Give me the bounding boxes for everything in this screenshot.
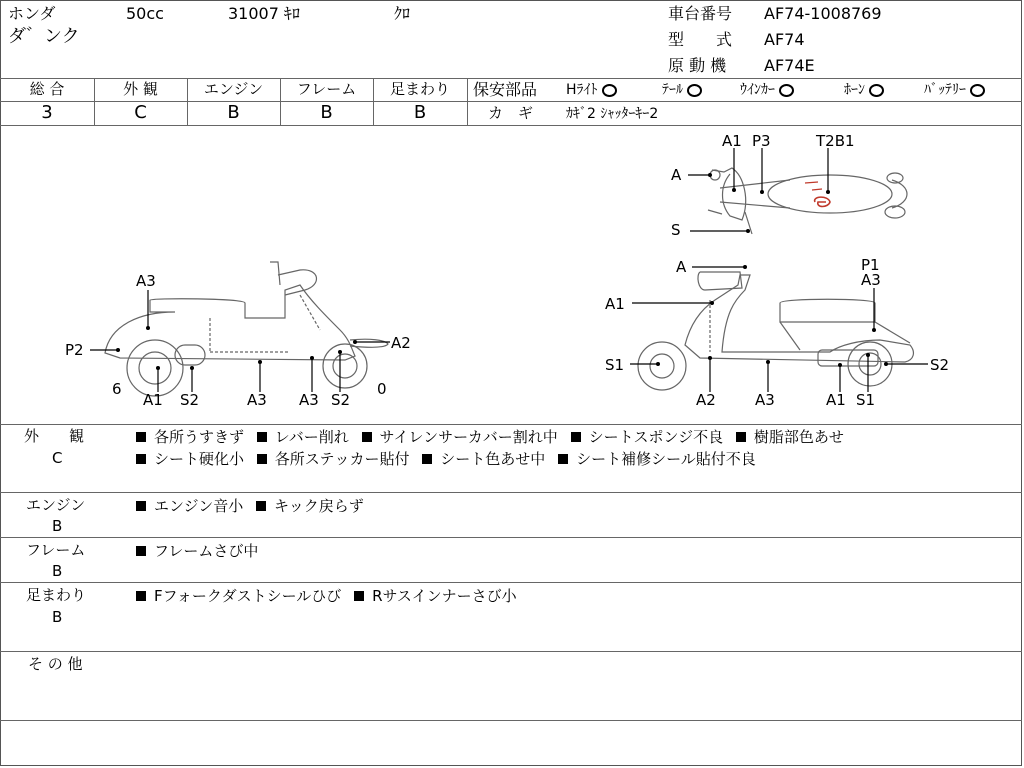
label-right-a2: A2 [696,391,716,409]
divider [0,651,1022,652]
grade-header-exterior: 外 観 [123,80,158,98]
bullet-icon [354,591,364,601]
divider [0,78,1022,79]
note-engine-label: エンジン [26,496,86,514]
divider [467,101,1022,102]
bullet-icon [136,591,146,601]
bullet-icon [136,454,146,464]
label-left-a2: A2 [391,334,411,352]
note-frame-line1: フレームさび中 [136,540,266,562]
note-suspension-grade: B [52,608,63,626]
color: ｸﾛ [394,4,411,23]
safety-label: 保安部品 [473,80,538,99]
label-right-s1: S1 [605,356,625,374]
label-left-a3b: A3 [247,391,267,409]
key-value: ｶｷﾞ2 ｼｬｯﾀｰｷｰ2 [566,106,659,122]
note-exterior-label: 外 観 [24,427,85,445]
bullet-icon [558,454,568,464]
safety-item-winker: ｳｲﾝｶｰ [740,83,794,97]
key-label: カ ギ [488,104,534,122]
note-exterior-line1: 各所うすきず レバー削れ サイレンサーカバー割れ中 シートスポンジ不良 樹脂部色あせ [136,426,852,448]
ok-circle-icon [779,84,794,97]
bullet-icon [136,432,146,442]
bullet-icon [362,432,372,442]
label-right-a3b: A3 [861,271,881,289]
damage-diagram [0,126,1022,424]
frame-no-label: 車台番号 [668,4,733,23]
label-left-6: 6 [112,380,122,398]
type-label: 型 式 [668,30,733,49]
note-engine-line1: エンジン音小 キック戻らず [136,495,372,517]
label-left-0: 0 [377,380,387,398]
label-left-a3: A3 [136,272,156,290]
frame-no: AF74-1008769 [764,4,882,23]
note-suspension-line1: Fフォークダストシールひび Rサスインナーさび小 [136,585,525,607]
bullet-icon [136,501,146,511]
displacement: 50cc [126,4,164,23]
grade-header-engine: エンジン [203,80,264,98]
grade-value-suspension: B [413,102,427,123]
ok-circle-icon [869,84,884,97]
grade-value-overall: 3 [41,102,53,123]
model-name: ダ゛ンク [8,26,80,47]
engine-label: 原 動 機 [668,56,727,75]
engine-value: AF74E [764,56,815,75]
safety-item-headlight: Hﾗｲﾄ [566,83,617,97]
safety-item-tail: ﾃｰﾙ [662,83,702,97]
scooter-right-icon [638,272,913,390]
grade-value-exterior: C [134,102,147,123]
note-exterior-grade: C [52,449,63,467]
label-top-p3: P3 [752,132,771,150]
type-value: AF74 [764,30,805,49]
divider [0,537,1022,538]
divider [467,78,468,125]
safety-item-horn: ﾎｰﾝ [844,83,884,97]
label-right-a1: A1 [605,295,625,313]
label-right-s2: S2 [930,356,950,374]
label-right-p1: P1 [861,256,880,274]
label-top-t2b1: T2B1 [816,132,855,150]
bullet-icon [257,454,267,464]
bullet-icon [256,501,266,511]
bullet-icon [136,546,146,556]
scooter-top-icon [708,168,907,234]
grade-header-overall: 総 合 [29,80,65,98]
label-right-s1b: S1 [856,391,876,409]
label-left-s2b: S2 [331,391,351,409]
note-frame-label: フレーム [26,541,86,559]
bullet-icon [571,432,581,442]
grade-value-frame: B [320,102,333,123]
note-exterior-line2: シート硬化小 各所ステッカー貼付 シート色あせ中 シート補修シール貼付不良 [136,448,764,470]
label-top-s: S [671,221,681,239]
note-engine-grade: B [52,517,63,535]
ok-circle-icon [602,84,617,97]
note-other-label: そ の 他 [28,655,83,673]
divider [0,720,1022,721]
maker: ホンダ [8,4,56,23]
ok-circle-icon [687,84,702,97]
label-right-a1b: A1 [826,391,846,409]
note-frame-grade: B [52,562,63,580]
grade-header-suspension: 足まわり [389,80,450,98]
label-top-a: A [671,166,682,184]
divider [0,424,1022,425]
divider [0,582,1022,583]
grade-value-engine: B [227,102,240,123]
label-left-a1: A1 [143,391,163,409]
label-left-a3c: A3 [299,391,319,409]
safety-item-battery: ﾊﾞｯﾃﾘｰ [924,83,985,97]
bullet-icon [422,454,432,464]
label-left-p2: P2 [65,341,84,359]
label-left-s2: S2 [180,391,200,409]
note-suspension-label: 足まわり [26,586,87,604]
label-right-a3: A3 [755,391,775,409]
grade-header-frame: フレーム [296,80,357,98]
bullet-icon [736,432,746,442]
divider [0,492,1022,493]
label-right-a: A [676,258,687,276]
label-top-a1: A1 [722,132,742,150]
ok-circle-icon [970,84,985,97]
mileage: 31007 ｷﾛ [228,4,300,23]
bullet-icon [257,432,267,442]
